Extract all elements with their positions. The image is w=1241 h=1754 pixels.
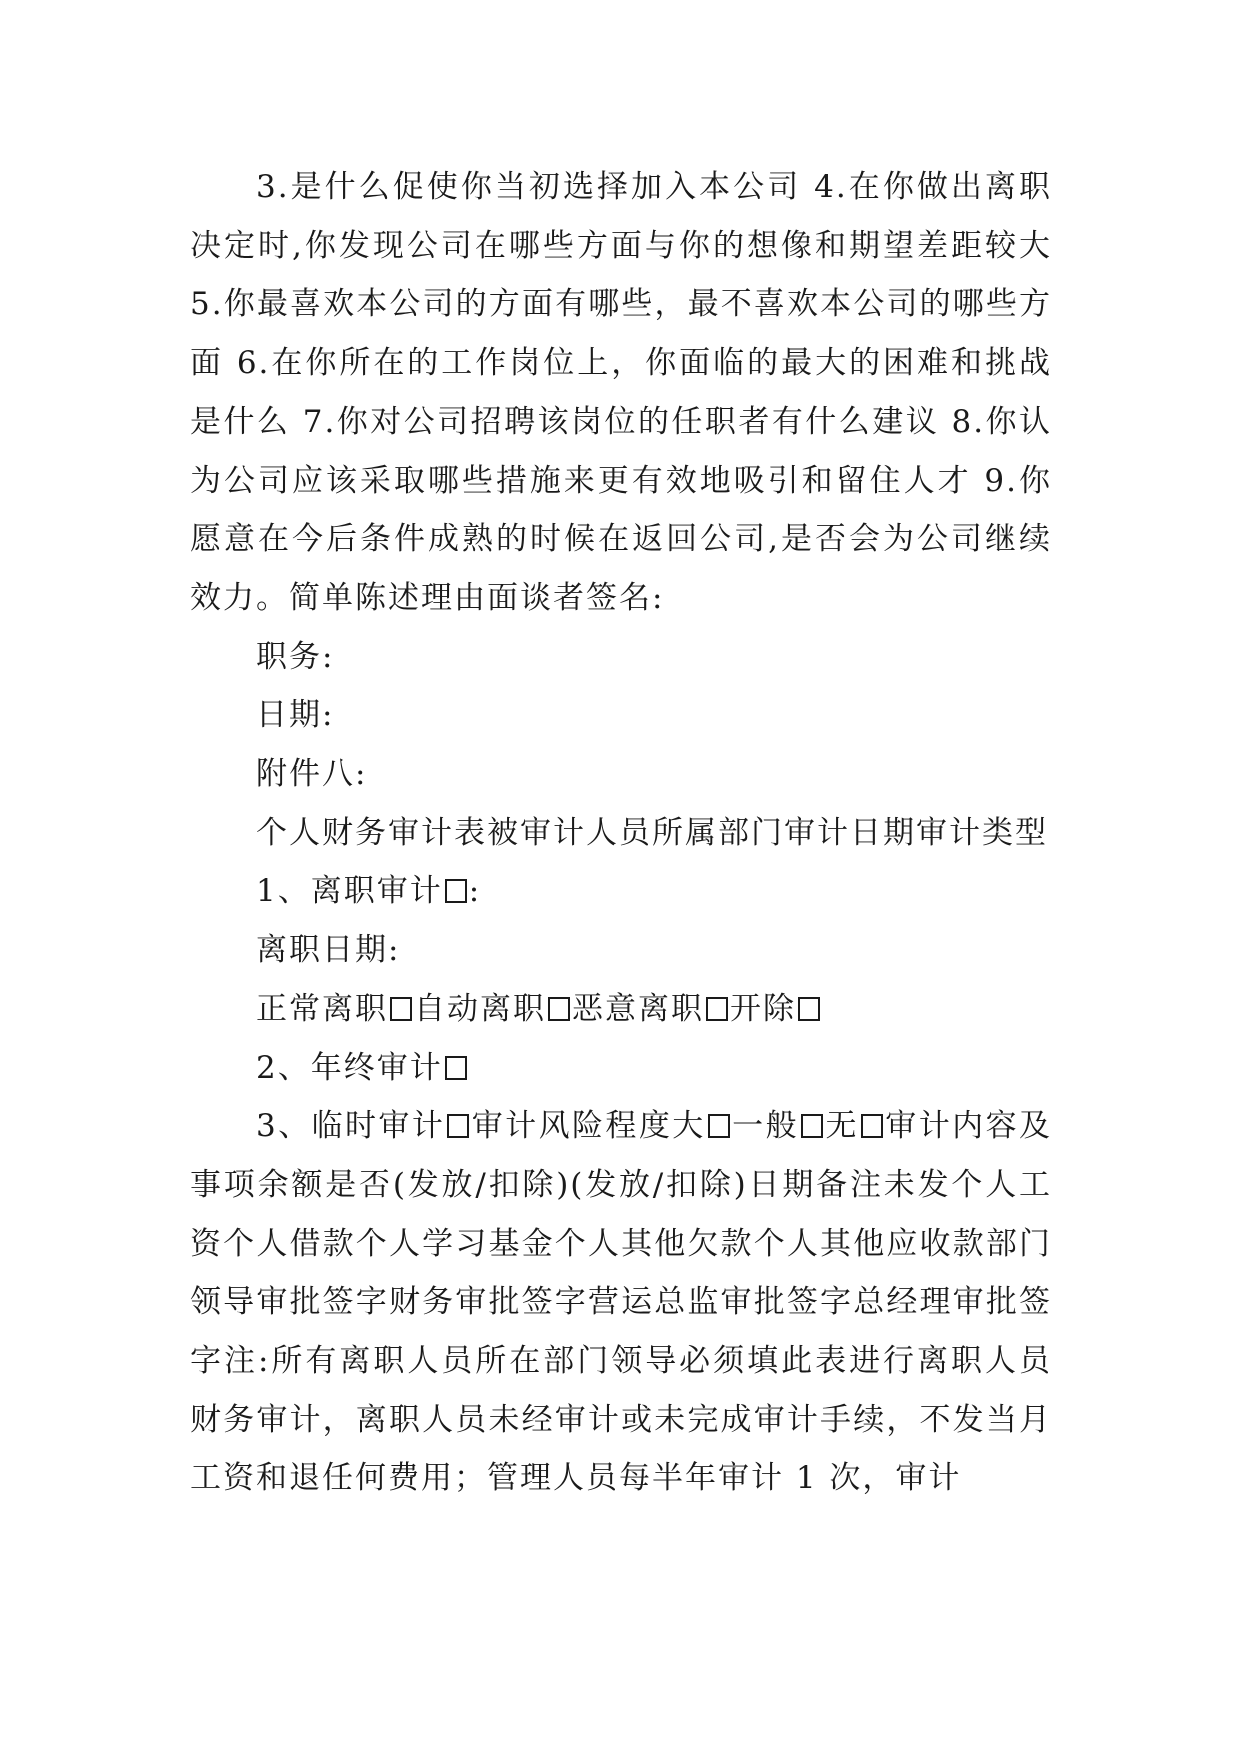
year-end-audit-checkbox[interactable] [445,1056,467,1080]
temporary-audit-label: 3、临时审计 [256,1108,446,1145]
date-field-label: 日期: [256,697,335,734]
audit-risk-label: 审计风险程度大 [471,1108,706,1145]
risk-medium-label: 一般 [731,1108,800,1145]
temporary-audit-paragraph [190,1097,1052,1508]
financial-audit-table-header: 个人财务审计表被审计人员所属部门审计日期审计类型 [256,814,1048,851]
voluntary-leaving-checkbox[interactable] [548,997,570,1021]
risk-none-label: 无 [825,1108,859,1145]
exit-interview-questions: 3.是什么促使你当初选择加入本公司 4.在你做出离职决定时,你发现公司在哪些方面与你的想像和期望差距较大5.你最喜欢本公司的方面有哪些，最不喜欢本公司的哪些方面 6.在你所在的工作岗位上，你面临的最大的困难和挑战是什么 7.你对公司招聘该岗位的任职者有什么建议 8.你认为公司应该采取哪些措施来更有效地吸引和留住人才 9.你愿意在今后条件成熟的时候在返回公司,是否会为公司继续效力。简单陈述理由面谈者签名: [190,169,1052,616]
leaving-audit-label: 1、离职审计 [256,873,443,910]
malicious-leaving-label: 恶意离职 [572,990,704,1027]
leaving-type-line [190,980,1052,1039]
risk-high-checkbox[interactable] [708,1114,730,1138]
malicious-leaving-checkbox[interactable] [706,997,728,1021]
temporary-audit-checkbox[interactable] [447,1114,469,1138]
attachment-heading: 附件八: [256,756,368,793]
document-body [190,158,1052,1508]
leaving-audit-colon: : [468,873,482,910]
year-end-audit-line [190,1039,1052,1098]
audit-content-text: 审计内容及事项余额是否(发放/扣除)(发放/扣除)日期备注未发个人工资个人借款个人学习基金个人其他欠款个人其他应收款部门领导审批签字财务审批签字营运总监审批签字总经理审批签字注:所有离职人员所在部门领导必须填此表进行离职人员财务审计，离职人员未经审计或未完成审计手续，不发当月工资和退任何费用；管理人员每半年审计 1 次，审计 [190,1108,1053,1497]
risk-medium-checkbox[interactable] [801,1114,823,1138]
risk-none-checkbox[interactable] [861,1114,883,1138]
position-field-label: 职务: [256,638,335,675]
leaving-audit-checkbox[interactable] [445,879,467,903]
leaving-date-label: 离职日期: [256,932,401,969]
dismissal-checkbox[interactable] [798,997,820,1021]
year-end-audit-label: 2、年终审计 [256,1049,443,1086]
normal-leaving-label: 正常离职 [256,990,388,1027]
voluntary-leaving-label: 自动离职 [414,990,546,1027]
dismissal-label: 开除 [730,990,796,1027]
leaving-audit-line [190,862,1052,921]
normal-leaving-checkbox[interactable] [390,997,412,1021]
